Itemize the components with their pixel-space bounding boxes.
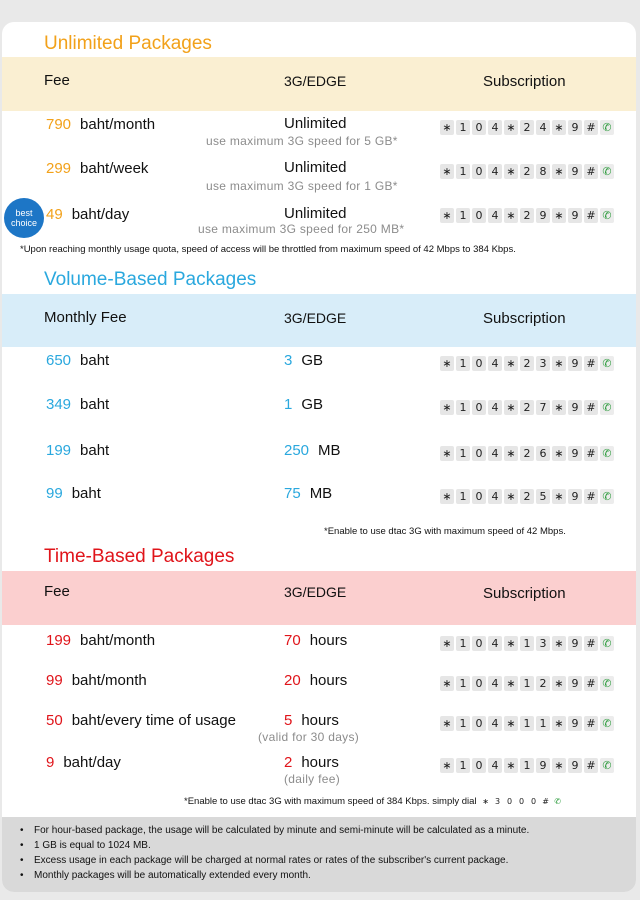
footer-note: • Monthly packages will be automatically extended every month.	[20, 868, 636, 883]
dial-key: ∗	[504, 489, 518, 504]
dial-key: 9	[568, 676, 582, 691]
price: 49	[46, 206, 63, 223]
price-unit: baht/week	[80, 160, 149, 177]
hours-unit: hours	[309, 632, 348, 649]
dial-key: 3	[536, 356, 550, 371]
dial-key: 9	[568, 446, 582, 461]
dial-key: 4	[488, 716, 502, 731]
footer-note: • Excess usage in each package will be charged at normal rates or rates of the subscriber's current package.	[20, 853, 636, 868]
quota-unit: MB	[318, 442, 341, 459]
dial-key: 0	[531, 797, 537, 806]
dial-key: 4	[488, 758, 502, 773]
dial-key: 9	[568, 489, 582, 504]
dial-code	[440, 400, 614, 415]
dial-key: ∗	[504, 400, 518, 415]
dial-code	[440, 676, 614, 691]
dial-key: 2	[520, 446, 534, 461]
price-unit: baht	[71, 485, 101, 502]
price: 199	[46, 632, 72, 649]
price: 790	[46, 116, 72, 133]
phone-icon: ✆	[600, 164, 614, 179]
dial-key: 0	[472, 489, 486, 504]
price: 299	[46, 160, 72, 177]
price-unit: baht	[80, 442, 110, 459]
dial-key: 9	[568, 716, 582, 731]
dial-key: ∗	[552, 758, 566, 773]
dial-key: ∗	[482, 797, 489, 806]
time-footnote	[184, 796, 563, 807]
dial-key: 4	[488, 446, 502, 461]
dial-key: 2	[520, 164, 534, 179]
dial-key: #	[584, 164, 598, 179]
volume-section-title: Volume-Based Packages	[44, 269, 257, 290]
dial-key: ∗	[504, 120, 518, 135]
allowance-note: use maximum 3G speed for 250 MB*	[198, 222, 405, 236]
quota-unit: GB	[301, 396, 324, 413]
dial-key: ∗	[504, 676, 518, 691]
dial-key: 0	[472, 446, 486, 461]
dial-key: 9	[568, 636, 582, 651]
dial-key: #	[584, 489, 598, 504]
dial-key: 1	[456, 400, 470, 415]
dial-key: ∗	[440, 356, 454, 371]
header-network: 3G/EDGE	[284, 310, 347, 326]
header-subscription: Subscription	[483, 585, 566, 602]
footnote-dial-code	[481, 796, 563, 807]
dial-key: 9	[568, 400, 582, 415]
dial-key: 4	[488, 164, 502, 179]
dial-key: 3	[536, 636, 550, 651]
price: 349	[46, 396, 72, 413]
quota: 3	[284, 352, 293, 369]
dial-key: ∗	[440, 716, 454, 731]
dial-key: 0	[507, 797, 513, 806]
price-unit: baht/month	[80, 632, 156, 649]
dial-key: 4	[488, 208, 502, 223]
price-unit: baht	[80, 352, 110, 369]
dial-key: ∗	[552, 120, 566, 135]
dial-code	[440, 636, 614, 651]
dial-key: ∗	[440, 758, 454, 773]
phone-icon: ✆	[600, 676, 614, 691]
dial-key: ∗	[504, 758, 518, 773]
price-unit: baht/month	[71, 672, 147, 689]
dial-key: 0	[519, 797, 525, 806]
dial-key: 0	[472, 164, 486, 179]
dial-key: ∗	[440, 676, 454, 691]
dial-key: ∗	[552, 356, 566, 371]
dial-key: 9	[568, 758, 582, 773]
phone-icon: ✆	[600, 716, 614, 731]
package-card	[2, 22, 636, 892]
dial-key: ∗	[552, 636, 566, 651]
dial-key: 1	[456, 758, 470, 773]
hours-unit: hours	[309, 672, 348, 689]
dial-code	[440, 758, 614, 773]
dial-key: 1	[520, 758, 534, 773]
dial-key: 3	[495, 797, 501, 806]
dial-key: #	[584, 676, 598, 691]
dial-key: 2	[520, 120, 534, 135]
dial-key: 9	[536, 758, 550, 773]
dial-key: 9	[536, 208, 550, 223]
dial-key: ∗	[504, 716, 518, 731]
dial-key: 1	[520, 636, 534, 651]
quota-unit: MB	[309, 485, 333, 502]
dial-key: 0	[472, 676, 486, 691]
best-choice-badge: best choice	[4, 198, 44, 238]
dial-key: 4	[488, 636, 502, 651]
dial-key: 4	[536, 120, 550, 135]
header-subscription: Subscription	[483, 73, 566, 90]
dial-key: #	[584, 400, 598, 415]
dial-key: ∗	[552, 489, 566, 504]
footer-notes	[2, 817, 636, 892]
dial-key: ∗	[504, 636, 518, 651]
dial-key: 2	[520, 356, 534, 371]
dial-key: ∗	[440, 446, 454, 461]
dial-key: 0	[472, 716, 486, 731]
dial-key: #	[584, 446, 598, 461]
quota: 250	[284, 442, 310, 459]
time-section-title: Time-Based Packages	[44, 546, 235, 567]
header-subscription: Subscription	[483, 310, 566, 327]
dial-key: 4	[488, 120, 502, 135]
dial-key: 0	[472, 758, 486, 773]
footer-note: • For hour-based package, the usage will be calculated by minute and semi-minute will be calculated as a minute.	[20, 823, 636, 838]
phone-icon: ✆	[600, 356, 614, 371]
dial-key: 1	[456, 716, 470, 731]
dial-key: 9	[568, 120, 582, 135]
time-footnote-text: *Enable to use dtac 3G with maximum speed of 384 Kbps. simply dial	[184, 796, 477, 807]
dial-key: 0	[472, 120, 486, 135]
dial-key: 1	[456, 489, 470, 504]
dial-key: 0	[472, 636, 486, 651]
dial-key: 5	[536, 489, 550, 504]
dial-key: 1	[456, 676, 470, 691]
dial-code	[440, 489, 614, 504]
dial-key: 1	[520, 676, 534, 691]
unlimited-footnote: *Upon reaching monthly usage quota, speed of access will be throttled from maximum speed of 42 Mbps to 384 Kbps.	[20, 244, 516, 255]
dial-key: 1	[536, 716, 550, 731]
dial-key: 9	[568, 164, 582, 179]
header-network: 3G/EDGE	[284, 73, 347, 89]
dial-key: ∗	[440, 636, 454, 651]
quota: 75	[284, 485, 301, 502]
dial-code	[440, 164, 614, 179]
dial-key: ∗	[504, 446, 518, 461]
dial-key: 9	[568, 208, 582, 223]
phone-icon: ✆	[600, 636, 614, 651]
header-network: 3G/EDGE	[284, 584, 347, 600]
dial-key: 1	[456, 208, 470, 223]
dial-code	[440, 356, 614, 371]
dial-key: ∗	[504, 164, 518, 179]
dial-key: 4	[488, 676, 502, 691]
dial-key: ∗	[552, 400, 566, 415]
price-unit: baht	[80, 396, 110, 413]
dial-key: 0	[472, 208, 486, 223]
phone-icon: ✆	[600, 120, 614, 135]
hours-note: (valid for 30 days)	[258, 730, 360, 744]
dial-key: 0	[472, 400, 486, 415]
dial-key: 2	[520, 400, 534, 415]
dial-key: ∗	[440, 400, 454, 415]
dial-key: ∗	[552, 208, 566, 223]
dial-key: #	[584, 356, 598, 371]
phone-icon: ✆	[554, 797, 561, 806]
price: 50	[46, 712, 63, 729]
header-monthly-fee: Monthly Fee	[44, 309, 127, 326]
phone-icon: ✆	[600, 758, 614, 773]
price: 99	[46, 485, 63, 502]
volume-footnote: *Enable to use dtac 3G with maximum speed of 42 Mbps.	[324, 526, 566, 537]
dial-key: #	[584, 758, 598, 773]
price-unit: baht/day	[63, 754, 121, 771]
dial-key: ∗	[440, 489, 454, 504]
hours-unit: hours	[301, 712, 339, 729]
phone-icon: ✆	[600, 489, 614, 504]
dial-key: ∗	[552, 164, 566, 179]
dial-key: 1	[456, 446, 470, 461]
dial-key: 0	[472, 356, 486, 371]
dial-key: 4	[488, 356, 502, 371]
dial-key: ∗	[504, 208, 518, 223]
dial-key: 6	[536, 446, 550, 461]
allowance: Unlimited	[284, 115, 347, 132]
dial-key: #	[542, 797, 549, 806]
unlimited-header-band	[2, 57, 636, 111]
dial-key: 2	[520, 208, 534, 223]
dial-code	[440, 208, 614, 223]
dial-key: 1	[456, 636, 470, 651]
dial-key: 2	[520, 489, 534, 504]
volume-header-band	[2, 294, 636, 347]
dial-key: 2	[536, 676, 550, 691]
dial-key: 8	[536, 164, 550, 179]
dial-code	[440, 120, 614, 135]
quota: 1	[284, 396, 293, 413]
dial-key: 4	[488, 489, 502, 504]
price-unit: baht/every time of usage	[71, 712, 236, 729]
unlimited-section-title: Unlimited Packages	[44, 33, 212, 54]
price: 199	[46, 442, 72, 459]
price-unit: baht/day	[71, 206, 130, 223]
footer-note: • 1 GB is equal to 1024 MB.	[20, 838, 636, 853]
phone-icon: ✆	[600, 400, 614, 415]
price: 9	[46, 754, 55, 771]
hours: 20	[284, 672, 301, 689]
dial-key: ∗	[440, 208, 454, 223]
dial-key: 1	[456, 120, 470, 135]
allowance-note: use maximum 3G speed for 1 GB*	[206, 179, 398, 193]
dial-key: 1	[456, 164, 470, 179]
dial-code	[440, 446, 614, 461]
header-fee: Fee	[44, 583, 70, 600]
hours: 70	[284, 632, 301, 649]
phone-icon: ✆	[600, 446, 614, 461]
dial-key: #	[584, 120, 598, 135]
dial-key: #	[584, 716, 598, 731]
price-unit: baht/month	[80, 116, 156, 133]
quota-unit: GB	[301, 352, 324, 369]
dial-key: 9	[568, 356, 582, 371]
allowance: Unlimited	[284, 159, 347, 176]
dial-key: #	[584, 636, 598, 651]
allowance-note: use maximum 3G speed for 5 GB*	[206, 134, 398, 148]
dial-key: ∗	[552, 716, 566, 731]
dial-key: 1	[520, 716, 534, 731]
dial-key: #	[584, 208, 598, 223]
hours-note: (daily fee)	[284, 772, 340, 786]
dial-key: ∗	[504, 356, 518, 371]
hours-unit: hours	[301, 754, 339, 771]
dial-key: 4	[488, 400, 502, 415]
price: 650	[46, 352, 72, 369]
time-header-band	[2, 571, 636, 625]
dial-key: 7	[536, 400, 550, 415]
header-fee: Fee	[44, 72, 70, 89]
hours: 2	[284, 754, 293, 771]
phone-icon: ✆	[600, 208, 614, 223]
dial-code	[440, 716, 614, 731]
dial-key: ∗	[440, 164, 454, 179]
allowance: Unlimited	[284, 205, 347, 222]
dial-key: ∗	[552, 676, 566, 691]
price: 99	[46, 672, 63, 689]
dial-key: 1	[456, 356, 470, 371]
hours: 5	[284, 712, 293, 729]
dial-key: ∗	[552, 446, 566, 461]
dial-key: ∗	[440, 120, 454, 135]
